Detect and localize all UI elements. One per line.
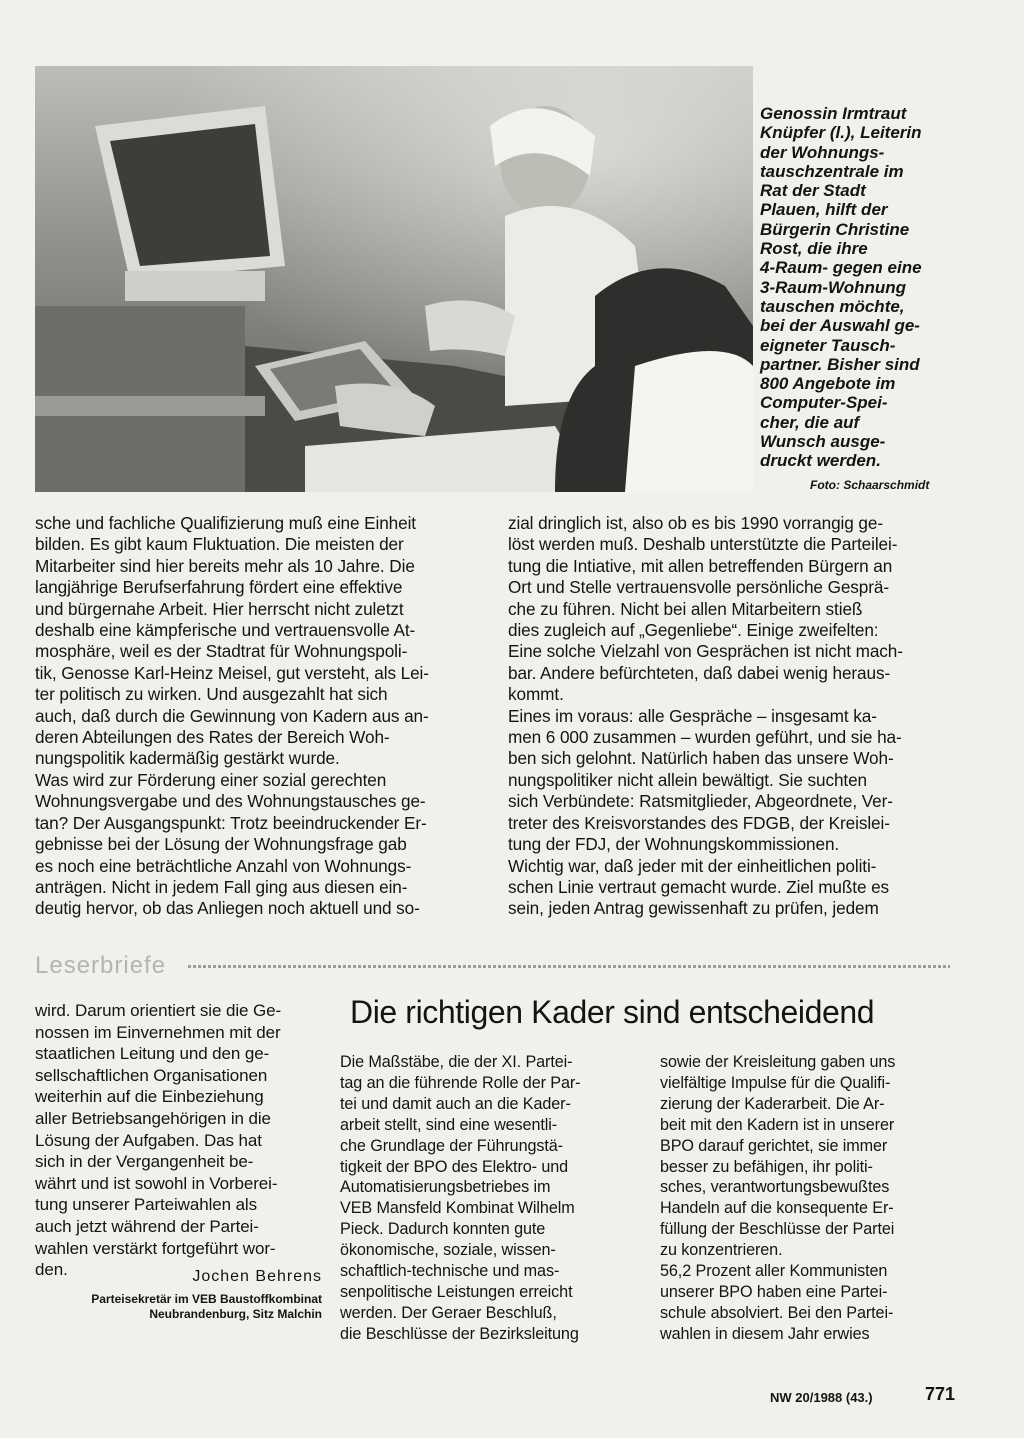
article-headline: Die richtigen Kader sind entscheidend xyxy=(350,994,875,1030)
photo-computer-workstation xyxy=(35,66,753,492)
photo-illustration xyxy=(35,66,753,492)
letter-text: wird. Darum orientiert sie die Ge- nossen im Einvernehmen mit der staatlichen Leitung und den ge- sellschaftlichen Organisationen weiterhin auf die Einbeziehung aller Betriebsangehörigen in die Lösung der Aufgaben. Das hat sich in der Vergangenheit be- währt und ist sowohl in Vorberei- tung unserer Parteiwahlen als auch jetzt während der Partei- wahlen verstärkt fortgeführt wor- den. xyxy=(35,1001,282,1280)
photo-caption: Genossin Irmtraut Knüpfer (l.), Leiterin der Wohnungs- tauschzentrale im Rat der Stadt Plauen, hilft der Bürgerin Christine Rost, die ihre 4-Raum- gegen eine 3-Raum-Wohnung tauschen möchte, bei der Auswahl ge- eigneter Tausch- partner. Bisher sind 800 Angebote im Computer-Spei- cher, die auf Wunsch ausge- druckt werden. xyxy=(760,104,922,471)
letter-author: Jochen Behrens xyxy=(192,1268,322,1285)
letter-author-role: Parteisekretär im VEB Baustoffkombinat Neubrandenburg, Sitz Malchin xyxy=(91,1292,322,1321)
section-label: Leserbriefe xyxy=(35,952,167,979)
article-column-left: sche und fachliche Qualifizierung muß eine Einheit bilden. Es gibt kaum Fluktuation. Die meisten der Mitarbeiter sind hier bereits mehr als 10 Jahre. Die langjährige Berufserfahrung fördert eine effektive und bürgernahe Arbeit. Hier herrscht nicht zuletzt deshalb eine kämpferische und vertrauensvolle At- mosphäre, weil es der Stadtrat für Wohnungspoli- tik, Genosse Karl-Heinz Meisel, gut versteht, als Lei- ter politisch zu wirken. Und ausgezahlt hat sich auch, daß durch die Gewinnung von Kadern aus an- deren Abteilungen des Rates der Bereich Woh- nungspolitik kadermäßig gestärkt wurde. Was wird zur Förderung einer sozial gerechten Wohnungsvergabe und des Wohnungstausches ge- tan? Der Ausgangspunkt: Trotz beeindruckender Er- gebnisse bei der Lösung der Wohnungsfrage gab es noch eine beträchtliche Anzahl von Wohnungs- anträgen. Nicht in jedem Fall ging aus diesen ein- deutig hervor, ob das Anliegen noch aktuell und so- xyxy=(35,513,429,919)
section-divider xyxy=(188,965,950,968)
page-number: 771 xyxy=(925,1384,956,1404)
photo-credit: Foto: Schaarschmidt xyxy=(810,478,930,492)
article2-column-1: Die Maßstäbe, die der XI. Partei- tag an die führende Rolle der Par- tei und damit auch an die Kader- arbeit stellt, sind eine wesentli- che Grundlage der Führungstä- tigkeit der BPO des Elektro- und Automatisierungsbetriebes im VEB Mansfeld Kombinat Wilhelm Pieck. Dadurch konnten gute ökonomische, soziale, wissen- schaftlich-technische und mas- senpolitische Leistungen erreicht werden. Der Geraer Beschluß, die Beschlüsse der Bezirksleitung xyxy=(340,1053,581,1343)
issue-reference: NW 20/1988 (43.) xyxy=(770,1390,873,1405)
article2-column-2: sowie der Kreisleitung gaben uns vielfältige Impulse für die Qualifi- zierung der Kaderarbeit. Die Ar- beit mit den Kadern ist in unserer BPO darauf gerichtet, sie immer besser zu befähigen, ihr politi- sches, verantwortungsbewußtes Handeln auf die konsequente Er- füllung der Beschlüsse der Partei zu konzentrieren. 56,2 Prozent aller Kommunisten unserer BPO haben eine Partei- schule absolviert. Bei den Partei- wahlen in diesem Jahr erwies xyxy=(660,1053,896,1343)
article-column-right: zial dringlich ist, also ob es bis 1990 vorrangig ge- löst werden muß. Deshalb unterstützte die Parteilei- tung die Intiative, mit allen betreffenden Bürgern an Ort und Stelle vertrauensvolle persönliche Gesprä- che zu führen. Nicht bei allen Mitarbeitern stieß dies zugleich auf „Gegenliebe“. Einige zweifelten: Eine solche Vielzahl von Gesprächen ist nicht mach- bar. Andere befürchteten, daß dabei wenig heraus- kommt. Eines im voraus: alle Gespräche – insgesamt ka- men 6 000 zusammen – wurden geführt, und sie ha- ben sich gelohnt. Natürlich haben das unsere Woh- nungspolitiker nicht allein bewältigt. Sie suchten sich Verbündete: Ratsmitglieder, Abgeordnete, Ver- treter des Kreisvorstandes des FDGB, der Kreislei- tung der FDJ, der Wohnungskommissionen. Wichtig war, daß jeder mit der einheitlichen politi- schen Linie vertraut gemacht wurde. Ziel mußte es sein, jeden Antrag gewissenhaft zu prüfen, jedem xyxy=(508,513,903,919)
